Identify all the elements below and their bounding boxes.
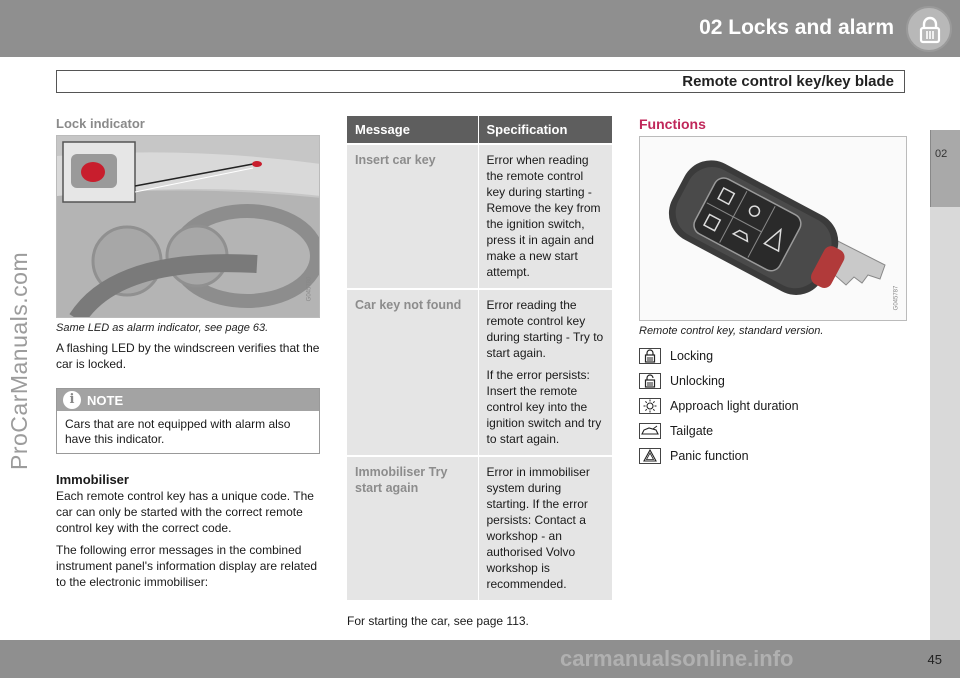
functions-heading: Functions	[639, 116, 706, 132]
lock-indicator-column	[56, 116, 320, 590]
list-item	[639, 368, 907, 393]
functions-list	[639, 343, 907, 468]
messages-column	[347, 116, 612, 628]
figure-code: G045787	[893, 285, 900, 311]
immobiliser-para-1: Each remote control key has a unique code. The car can only be started with the correct remote control key with the correct code.	[56, 489, 314, 535]
function-label: Tailgate	[670, 423, 714, 438]
section-title: Remote control key/key blade	[682, 73, 894, 90]
spec-paragraph: If the error persists: Insert the remote control key into the ignition switch and try to start again.	[486, 368, 602, 446]
lock-icon	[906, 6, 952, 52]
watermark-footer: carmanualsonline.info	[560, 646, 794, 671]
list-item	[639, 343, 907, 368]
dashboard-photo	[56, 135, 320, 318]
figure-code: G045780	[306, 276, 313, 302]
note-text: Cars that are not equipped with alarm also have this indicator.	[65, 417, 291, 446]
starting-reference: For starting the car, see page 113.	[347, 614, 529, 628]
immobiliser-heading: Immobiliser	[56, 472, 129, 487]
function-label: Panic function	[670, 448, 749, 463]
spec-paragraph: Error reading the remote control key during starting - Try to start again.	[486, 298, 604, 360]
car-tailgate-icon	[639, 423, 661, 439]
side-rail	[930, 207, 960, 640]
message-cell: Insert car key	[347, 144, 478, 289]
spec-cell	[478, 144, 612, 289]
message-cell: Car key not found	[347, 289, 478, 456]
lock-closed-icon	[639, 348, 661, 364]
chapter-title: 02 Locks and alarm	[699, 16, 894, 39]
chapter-tab-label: 02	[935, 148, 948, 160]
list-item	[639, 443, 907, 468]
watermark-left: ProCarManuals.com	[6, 251, 32, 470]
lock-indicator-caption: Same LED as alarm indicator, see page 63.	[56, 322, 269, 334]
remote-key-photo	[639, 136, 907, 321]
col-header-message: Message	[347, 116, 478, 144]
function-label: Approach light duration	[670, 398, 799, 413]
immobiliser-para-2: The following error messages in the combined instrument panel's information display are related to the electronic immobiliser:	[56, 543, 318, 589]
col-header-specification: Specification	[478, 116, 612, 144]
spec-cell	[478, 456, 612, 600]
footer-band	[0, 640, 960, 678]
lock-indicator-text: A flashing LED by the windscreen verifies that the car is locked.	[56, 341, 320, 371]
function-label: Unlocking	[670, 373, 725, 388]
chapter-tab[interactable]	[930, 130, 960, 207]
message-cell: Immobiliser Try start again	[347, 456, 478, 600]
functions-column	[639, 116, 907, 468]
lock-open-icon	[639, 373, 661, 389]
sun-icon	[639, 398, 661, 414]
note-box	[56, 388, 320, 454]
spec-paragraph: Error in immobiliser system during starting. If the error persists: Contact a workshop - an authorised Volvo workshop is recommended.	[486, 465, 590, 591]
list-item	[639, 393, 907, 418]
table-row	[347, 144, 612, 289]
warning-triangle-icon	[639, 448, 661, 464]
spec-paragraph: Error when reading the remote control key during starting - Remove the key from the ignition switch, press it in again and make a new start attempt.	[486, 153, 601, 279]
page-number: 45	[927, 652, 942, 667]
table-row	[347, 456, 612, 600]
lock-indicator-heading: Lock indicator	[56, 116, 145, 131]
function-label: Locking	[670, 348, 714, 363]
remote-key-caption: Remote control key, standard version.	[639, 325, 824, 337]
table-row	[347, 289, 612, 456]
note-header	[57, 389, 319, 411]
note-label: NOTE	[87, 393, 124, 408]
list-item	[639, 418, 907, 443]
messages-table	[347, 116, 612, 600]
section-bar	[56, 70, 905, 93]
spec-cell	[478, 289, 612, 456]
info-icon: i	[63, 391, 81, 409]
